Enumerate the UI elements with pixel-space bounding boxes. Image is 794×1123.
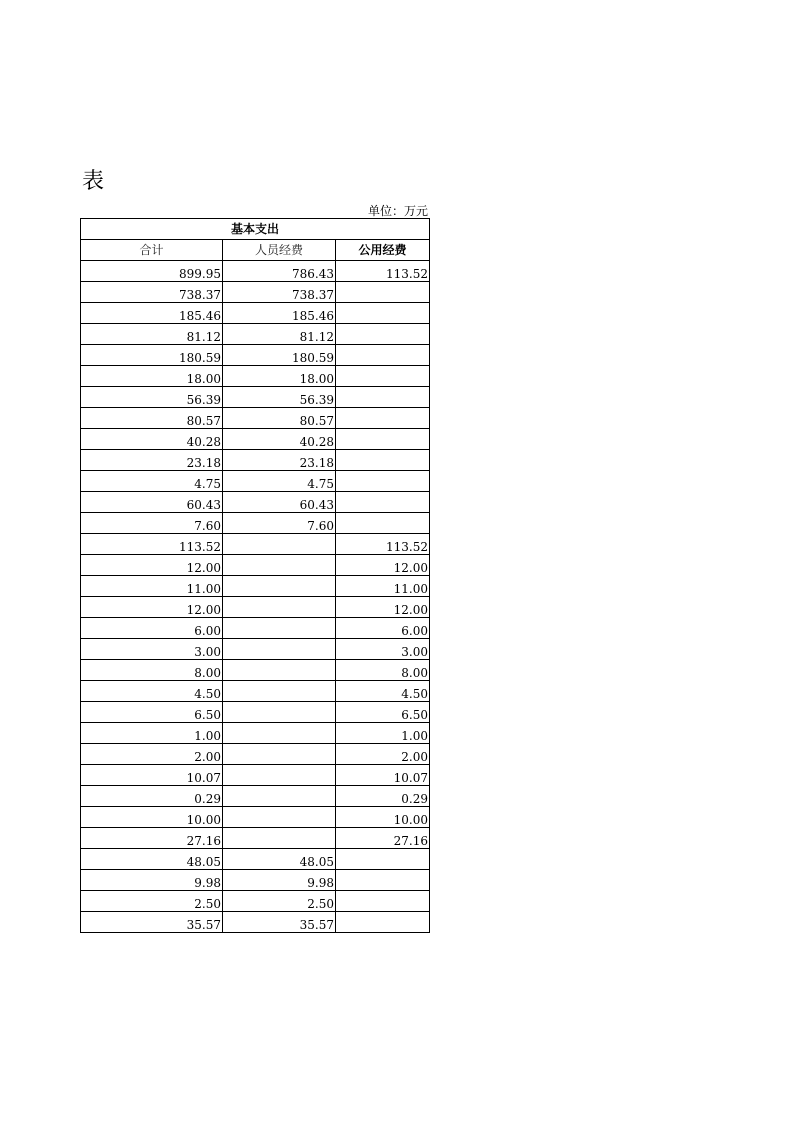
cell-personnel	[223, 723, 336, 744]
cell-total: 0.29	[81, 786, 223, 807]
table-row	[81, 450, 430, 471]
column-header-personnel: 人员经费	[223, 240, 336, 261]
table-row	[81, 786, 430, 807]
cell-personnel: 738.37	[223, 282, 336, 303]
cell-total: 56.39	[81, 387, 223, 408]
cell-public: 10.07	[336, 765, 430, 786]
cell-public	[336, 891, 430, 912]
cell-total: 4.75	[81, 471, 223, 492]
column-header-total: 合计	[81, 240, 223, 261]
cell-personnel	[223, 681, 336, 702]
cell-personnel	[223, 702, 336, 723]
cell-public	[336, 849, 430, 870]
cell-public	[336, 345, 430, 366]
cell-public	[336, 366, 430, 387]
table-row	[81, 429, 430, 450]
table-row	[81, 807, 430, 828]
cell-personnel	[223, 828, 336, 849]
cell-total: 81.12	[81, 324, 223, 345]
cell-personnel: 4.75	[223, 471, 336, 492]
table-row	[81, 891, 430, 912]
cell-personnel: 180.59	[223, 345, 336, 366]
cell-personnel: 23.18	[223, 450, 336, 471]
cell-personnel: 56.39	[223, 387, 336, 408]
table-row	[81, 408, 430, 429]
cell-personnel	[223, 765, 336, 786]
cell-public	[336, 324, 430, 345]
cell-public: 12.00	[336, 555, 430, 576]
table-row	[81, 702, 430, 723]
cell-total: 185.46	[81, 303, 223, 324]
cell-public: 27.16	[336, 828, 430, 849]
cell-personnel	[223, 555, 336, 576]
table-row	[81, 912, 430, 933]
cell-total: 3.00	[81, 639, 223, 660]
cell-public: 2.00	[336, 744, 430, 765]
table-row	[81, 492, 430, 513]
table-row	[81, 345, 430, 366]
table-row	[81, 849, 430, 870]
table-row	[81, 282, 430, 303]
group-header: 基本支出	[81, 219, 430, 240]
cell-total: 11.00	[81, 576, 223, 597]
cell-total: 10.07	[81, 765, 223, 786]
table-row	[81, 366, 430, 387]
cell-personnel: 35.57	[223, 912, 336, 933]
cell-public: 6.00	[336, 618, 430, 639]
table-row	[81, 723, 430, 744]
cell-personnel	[223, 639, 336, 660]
cell-public: 8.00	[336, 660, 430, 681]
cell-public	[336, 513, 430, 534]
table-row	[81, 303, 430, 324]
cell-personnel: 185.46	[223, 303, 336, 324]
table-row	[81, 387, 430, 408]
cell-personnel	[223, 576, 336, 597]
table-row	[81, 555, 430, 576]
cell-total: 10.00	[81, 807, 223, 828]
page-title: 表	[82, 169, 105, 194]
cell-public	[336, 471, 430, 492]
cell-personnel	[223, 534, 336, 555]
cell-total: 12.00	[81, 555, 223, 576]
cell-total: 180.59	[81, 345, 223, 366]
cell-public: 113.52	[336, 534, 430, 555]
cell-public	[336, 450, 430, 471]
cell-personnel: 18.00	[223, 366, 336, 387]
cell-public	[336, 870, 430, 891]
cell-total: 2.00	[81, 744, 223, 765]
cell-total: 113.52	[81, 534, 223, 555]
cell-total: 738.37	[81, 282, 223, 303]
cell-public: 1.00	[336, 723, 430, 744]
column-header-row	[81, 240, 430, 261]
cell-personnel	[223, 807, 336, 828]
cell-public: 12.00	[336, 597, 430, 618]
cell-personnel	[223, 618, 336, 639]
cell-public	[336, 912, 430, 933]
table-row	[81, 744, 430, 765]
table-row	[81, 597, 430, 618]
unit-label: 单位：万元	[367, 204, 428, 218]
group-header-row	[81, 219, 430, 240]
cell-public: 10.00	[336, 807, 430, 828]
cell-public	[336, 408, 430, 429]
cell-total: 9.98	[81, 870, 223, 891]
cell-total: 27.16	[81, 828, 223, 849]
cell-total: 48.05	[81, 849, 223, 870]
cell-public	[336, 492, 430, 513]
cell-personnel: 9.98	[223, 870, 336, 891]
cell-public	[336, 429, 430, 450]
cell-public: 0.29	[336, 786, 430, 807]
cell-personnel: 786.43	[223, 261, 336, 282]
cell-total: 60.43	[81, 492, 223, 513]
table-row	[81, 534, 430, 555]
cell-public	[336, 387, 430, 408]
table-row	[81, 870, 430, 891]
cell-total: 6.50	[81, 702, 223, 723]
cell-public	[336, 282, 430, 303]
table-row	[81, 639, 430, 660]
cell-public: 4.50	[336, 681, 430, 702]
cell-total: 2.50	[81, 891, 223, 912]
cell-public: 6.50	[336, 702, 430, 723]
cell-personnel: 7.60	[223, 513, 336, 534]
cell-personnel	[223, 660, 336, 681]
cell-total: 899.95	[81, 261, 223, 282]
cell-total: 40.28	[81, 429, 223, 450]
cell-personnel: 40.28	[223, 429, 336, 450]
cell-personnel: 48.05	[223, 849, 336, 870]
cell-personnel: 81.12	[223, 324, 336, 345]
cell-personnel: 60.43	[223, 492, 336, 513]
cell-total: 1.00	[81, 723, 223, 744]
cell-total: 7.60	[81, 513, 223, 534]
budget-table	[80, 218, 430, 933]
table-row	[81, 660, 430, 681]
cell-total: 23.18	[81, 450, 223, 471]
cell-personnel	[223, 786, 336, 807]
table-row	[81, 576, 430, 597]
cell-total: 35.57	[81, 912, 223, 933]
cell-public: 113.52	[336, 261, 430, 282]
cell-total: 4.50	[81, 681, 223, 702]
cell-total: 12.00	[81, 597, 223, 618]
table-row	[81, 765, 430, 786]
cell-total: 80.57	[81, 408, 223, 429]
cell-personnel: 2.50	[223, 891, 336, 912]
cell-personnel: 80.57	[223, 408, 336, 429]
table-row	[81, 471, 430, 492]
cell-total: 6.00	[81, 618, 223, 639]
cell-personnel	[223, 597, 336, 618]
column-header-public: 公用经费	[336, 240, 430, 261]
cell-public: 11.00	[336, 576, 430, 597]
table-row	[81, 681, 430, 702]
table-row	[81, 513, 430, 534]
table-row	[81, 324, 430, 345]
table-row	[81, 618, 430, 639]
cell-total: 18.00	[81, 366, 223, 387]
cell-personnel	[223, 744, 336, 765]
table-row	[81, 828, 430, 849]
cell-public: 3.00	[336, 639, 430, 660]
cell-total: 8.00	[81, 660, 223, 681]
table-row	[81, 261, 430, 282]
cell-public	[336, 303, 430, 324]
